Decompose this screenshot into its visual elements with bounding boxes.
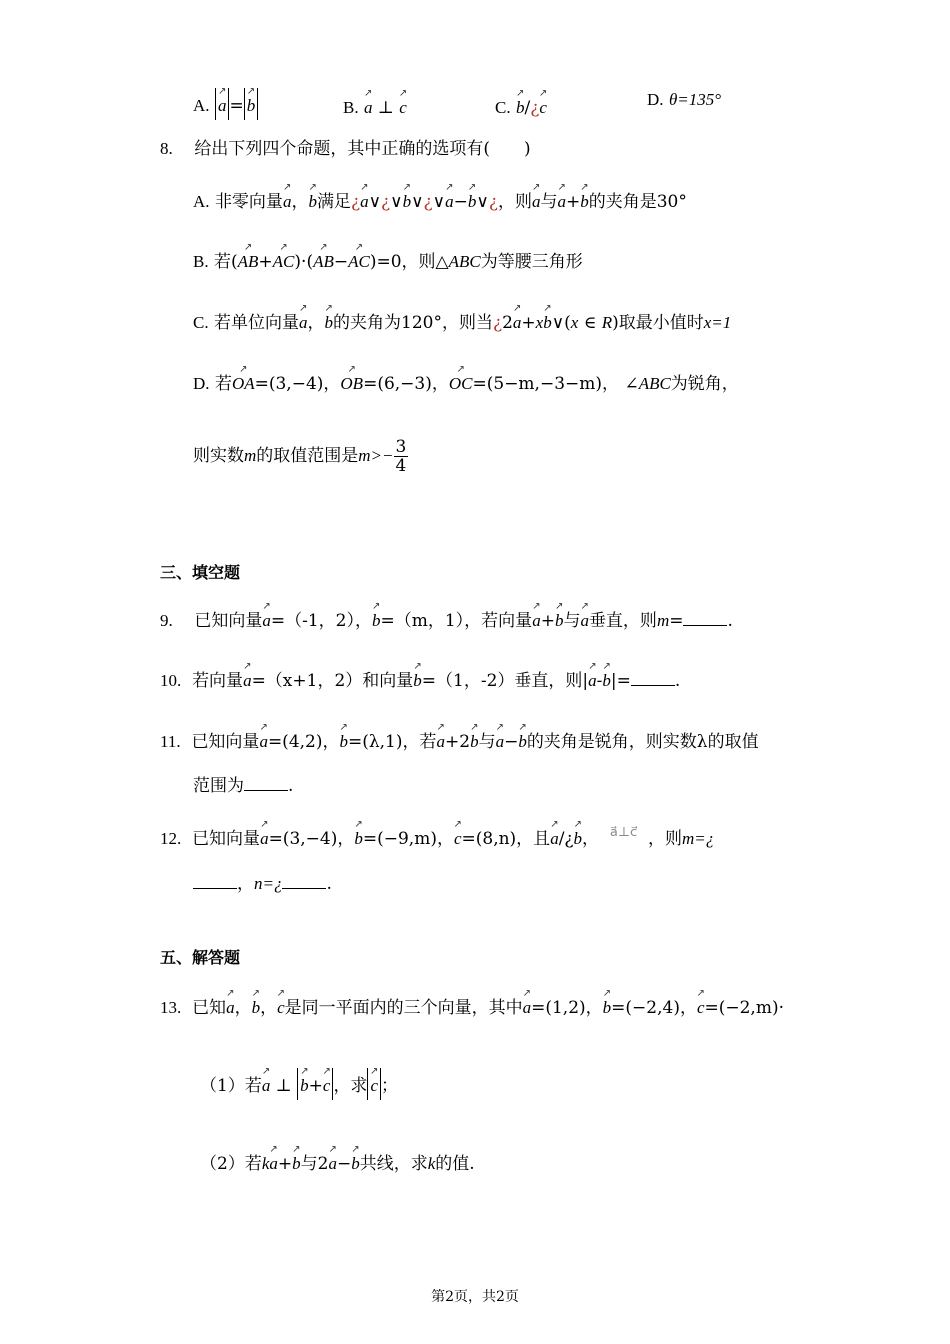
vector-b: ↗ b bbox=[339, 726, 348, 754]
text: . bbox=[727, 611, 733, 631]
text: =(3,−4)， bbox=[268, 829, 355, 849]
vector-b: ↗ b bbox=[518, 726, 527, 754]
q12 bbox=[160, 823, 714, 853]
q7-option-d bbox=[647, 88, 721, 112]
text: =（1，-2）垂直，则| bbox=[421, 671, 589, 691]
vector-a: ↗ a bbox=[557, 186, 566, 214]
vector-oc: ↗ OC bbox=[449, 368, 473, 396]
text: 若单位向量 bbox=[214, 313, 299, 333]
vector-a: ↗ a bbox=[260, 823, 269, 851]
vector-oa: ↗ OA bbox=[232, 368, 255, 396]
vector-b: ↗ b bbox=[516, 92, 525, 120]
text: + bbox=[540, 611, 555, 631]
q11 bbox=[160, 726, 759, 754]
abs-b bbox=[244, 88, 259, 120]
page-footer: 第2页，共2页 bbox=[431, 1289, 519, 1305]
text: ， bbox=[237, 874, 254, 894]
q8-option-b: B. 若(↗ AB+↗ AC)·(↗ AB−↗ AC)=0，则△ABC为等腰三角形 bbox=[193, 246, 583, 274]
q7-option-b: B. ↗ a ⊥ ↗ c bbox=[343, 92, 407, 120]
text: =(1,2)， bbox=[531, 998, 603, 1018]
answer-blank[interactable] bbox=[282, 874, 326, 889]
option-label: B. bbox=[343, 98, 359, 117]
text: − bbox=[336, 1154, 352, 1174]
text: ； bbox=[380, 1076, 398, 1096]
text: . bbox=[288, 776, 294, 796]
text: 与 bbox=[478, 732, 496, 752]
option-label: B. bbox=[193, 252, 209, 271]
text: =(3,−4)， bbox=[254, 374, 341, 394]
text: ，则 bbox=[497, 192, 532, 212]
text: 的值. bbox=[435, 1154, 475, 1174]
vector-c: ↗ c bbox=[370, 1068, 378, 1100]
vector-a: ↗ a bbox=[532, 186, 541, 214]
text: ⊥ bbox=[275, 1076, 292, 1096]
q13-part2 bbox=[200, 1148, 475, 1176]
math-text: n=¿ bbox=[254, 874, 283, 893]
vector-a: ↗ a bbox=[262, 605, 271, 633]
vector-b: ↗ b bbox=[292, 1148, 301, 1176]
question-number: 11. bbox=[160, 732, 181, 751]
vector-b: ↗ b bbox=[470, 726, 479, 754]
vector-ac: ↗ AC bbox=[348, 246, 370, 274]
vector-b: ↗ b bbox=[252, 992, 261, 1020]
math-text: m>− bbox=[358, 446, 394, 465]
question-text: 给出下列四个命题，其中正确的选项有( ) bbox=[194, 139, 531, 159]
vector-a: ↗ a bbox=[218, 88, 227, 120]
vector-b: ↗ b bbox=[574, 823, 583, 851]
math-text: k bbox=[427, 1154, 436, 1173]
vector-a: ↗ a bbox=[496, 726, 505, 754]
vector-b: ↗ b bbox=[300, 1068, 309, 1100]
text: . bbox=[326, 874, 332, 894]
text: . bbox=[674, 671, 681, 691]
q10 bbox=[160, 665, 680, 693]
section-title: 五、解答题 bbox=[160, 948, 241, 967]
q12-line2 bbox=[193, 872, 332, 896]
text: 共线，求 bbox=[359, 1154, 428, 1174]
text: 非零向量 bbox=[214, 192, 283, 212]
text: 为等腰三角形 bbox=[480, 252, 583, 272]
text: - bbox=[596, 671, 603, 691]
vector-a: ↗ a bbox=[259, 726, 268, 754]
q8-stem bbox=[160, 137, 531, 161]
text: =(−9,m)， bbox=[362, 829, 454, 849]
q13 bbox=[160, 992, 784, 1020]
text: 的夹角是锐角，则实数λ的取值 bbox=[526, 732, 759, 752]
answer-blank[interactable] bbox=[193, 874, 237, 889]
vector-a: ↗ a bbox=[437, 726, 446, 754]
text: =（m，1），若向量 bbox=[380, 611, 533, 631]
answer-blank[interactable] bbox=[631, 671, 675, 686]
perpendicular-image: a⃗⊥c⃗ bbox=[609, 825, 638, 840]
text: =(6,−3)， bbox=[363, 374, 449, 394]
text: 已知向量 bbox=[192, 829, 261, 849]
option-label: C. bbox=[495, 98, 511, 117]
q7-option-c: C. ↗ b/¿↗ c bbox=[495, 92, 547, 120]
vector-b: ↗ b bbox=[602, 665, 611, 693]
vector-ob: ↗ OB bbox=[340, 368, 363, 396]
fraction bbox=[394, 438, 409, 475]
question-number: 10. bbox=[160, 671, 182, 690]
text: =(5−m,−3−m)， bbox=[472, 374, 620, 394]
text: 若 bbox=[214, 374, 232, 394]
question-number: 13. bbox=[160, 998, 182, 1017]
q11-line2 bbox=[193, 774, 293, 798]
q8-option-a: A. 非零向量↗ a，↗ b满足¿↗ a∨¿∨↗ b∨¿∨↗ a−↗ b∨¿，则↗ a与↗ a+↗ b的夹角是30° bbox=[193, 186, 687, 214]
vector-a: ↗ a bbox=[299, 307, 308, 335]
text: =(−2,4)， bbox=[611, 998, 697, 1018]
text: +2 bbox=[445, 732, 471, 752]
vector-c: ↗ c bbox=[697, 992, 705, 1020]
text: 与 bbox=[563, 611, 581, 631]
angle-symbol: ∠ bbox=[624, 374, 639, 394]
option-d-text: θ=135° bbox=[668, 90, 722, 109]
option-label: D. bbox=[647, 90, 664, 109]
text: 的夹角为120°，则当 bbox=[333, 313, 493, 333]
q8-option-c: C. 若单位向量↗ a，↗ b的夹角为120°，则当¿2↗ a+x↗ b∨(x ∈ R)取最小值时x=1 bbox=[193, 307, 731, 335]
question-number: 9. bbox=[160, 611, 173, 630]
text: 垂直，则 bbox=[588, 611, 657, 631]
text: ， bbox=[582, 829, 600, 849]
text: =（-1，2）， bbox=[270, 611, 372, 631]
text: − bbox=[504, 732, 519, 752]
text: 已知向量 bbox=[191, 732, 260, 752]
text: 与 bbox=[540, 192, 558, 212]
vector-b: ↗ b bbox=[555, 605, 564, 633]
vector-c: ↗ c bbox=[277, 992, 285, 1020]
math-text: m bbox=[656, 611, 670, 630]
vector-a: ↗ a bbox=[364, 92, 373, 120]
vector-b: ↗ b bbox=[354, 823, 363, 851]
text: + bbox=[277, 1154, 293, 1174]
vector-b: ↗ b bbox=[580, 186, 589, 214]
vector-a: ↗ a bbox=[513, 307, 522, 335]
fraction-denominator: 4 bbox=[395, 456, 407, 476]
math-text: m=¿ bbox=[682, 829, 715, 848]
abs-a bbox=[215, 88, 230, 120]
text: =0，则△ bbox=[376, 252, 449, 272]
text: =(−2,m)· bbox=[704, 998, 784, 1018]
option-label: C. bbox=[193, 313, 209, 332]
text: = bbox=[669, 611, 684, 631]
text: 则实数 bbox=[193, 446, 244, 466]
question-number: 12. bbox=[160, 829, 182, 848]
vector-a: ↗ a bbox=[269, 1148, 278, 1176]
vector-b: ↗ b bbox=[468, 186, 477, 214]
option-label: D. bbox=[193, 374, 210, 393]
vector-a: ↗ a bbox=[226, 992, 235, 1020]
text: =(λ,1)，若 bbox=[347, 732, 437, 752]
vector-b: ↗ b bbox=[325, 307, 334, 335]
vector-c: ↗ c bbox=[323, 1068, 331, 1100]
text: 范围为 bbox=[193, 776, 244, 796]
part-label: （1）若 bbox=[200, 1076, 262, 1096]
q8-option-d bbox=[193, 368, 739, 396]
vector-c: ↗ c bbox=[454, 823, 462, 851]
text: 取最小值时 bbox=[618, 313, 704, 333]
q13-part1 bbox=[200, 1068, 398, 1100]
vector-ab: ↗ AB bbox=[313, 246, 334, 274]
text: ，则 bbox=[648, 829, 682, 849]
part-label: （2）若 bbox=[200, 1154, 262, 1174]
abs-c bbox=[367, 1068, 381, 1100]
text: 若 bbox=[214, 252, 231, 272]
text: 与2 bbox=[300, 1154, 329, 1174]
fraction-numerator: 3 bbox=[395, 437, 407, 457]
vector-a: ↗ a bbox=[328, 1148, 337, 1176]
text: 满足 bbox=[316, 192, 351, 212]
vector-a: ↗ a bbox=[523, 992, 532, 1020]
abs-b-plus-c: ↗ b+↗ c bbox=[297, 1068, 333, 1100]
option-label: A. bbox=[193, 96, 210, 115]
vector-c: ↗ c bbox=[399, 92, 407, 120]
text: ，求 bbox=[333, 1076, 368, 1096]
vector-a: ↗ a bbox=[550, 823, 559, 851]
text: 的夹角是30° bbox=[588, 192, 687, 212]
text: 已知 bbox=[192, 998, 227, 1018]
q9 bbox=[160, 605, 733, 633]
vector-ac: ↗ AC bbox=[273, 246, 295, 274]
vector-a: ↗ a bbox=[360, 186, 369, 214]
vector-a: ↗ a bbox=[580, 605, 589, 633]
text: =(8,n)，且 bbox=[461, 829, 551, 849]
text: 为锐角， bbox=[670, 374, 739, 394]
text: ， bbox=[260, 998, 278, 1018]
q7-option-a: A. ↗ a =↗ b bbox=[193, 88, 258, 120]
section-title: 三、填空题 bbox=[160, 563, 241, 582]
answer-blank[interactable] bbox=[683, 611, 727, 626]
text: 已知向量 bbox=[194, 611, 263, 631]
triangle-name: ABC bbox=[448, 252, 481, 271]
vector-b: ↗ b bbox=[403, 186, 412, 214]
math-text: m bbox=[244, 446, 257, 465]
text: 若向量 bbox=[192, 671, 244, 691]
text: =(4,2)， bbox=[267, 732, 340, 752]
math-text: x=1 bbox=[703, 313, 732, 332]
vector-a: ↗ a bbox=[243, 665, 252, 693]
vector-b: ↗ b bbox=[543, 307, 552, 335]
vector-b: ↗ b bbox=[372, 605, 381, 633]
vector-b: ↗ b bbox=[308, 186, 317, 214]
text: ， bbox=[234, 998, 252, 1018]
vector-a: ↗ a bbox=[532, 605, 541, 633]
q8-option-d-line2 bbox=[193, 438, 408, 475]
vector-a: ↗ a bbox=[445, 186, 454, 214]
vector-a: ↗ a bbox=[283, 186, 292, 214]
text: =（x+1，2）和向量 bbox=[251, 671, 414, 691]
vector-ab: ↗ AB bbox=[238, 246, 259, 274]
text: 是同一平面内的三个向量，其中 bbox=[284, 998, 523, 1018]
vector-b: ↗ b bbox=[351, 1148, 360, 1176]
vector-b: ↗ b bbox=[413, 665, 422, 693]
vector-b: ↗ b bbox=[603, 992, 612, 1020]
vector-a: ↗ a bbox=[588, 665, 597, 693]
vector-a: ↗ a bbox=[262, 1070, 271, 1098]
question-number: 8. bbox=[160, 139, 173, 158]
option-label: A. bbox=[193, 192, 210, 211]
angle-name: ABC bbox=[638, 374, 671, 393]
text: 的取值范围是 bbox=[256, 446, 359, 466]
vector-b: ↗ b bbox=[247, 88, 256, 120]
text: |= bbox=[610, 671, 631, 691]
math-text: k bbox=[261, 1154, 270, 1173]
answer-blank[interactable] bbox=[244, 776, 288, 791]
text: /¿ bbox=[558, 829, 574, 849]
vector-c: ↗ c bbox=[539, 92, 547, 120]
